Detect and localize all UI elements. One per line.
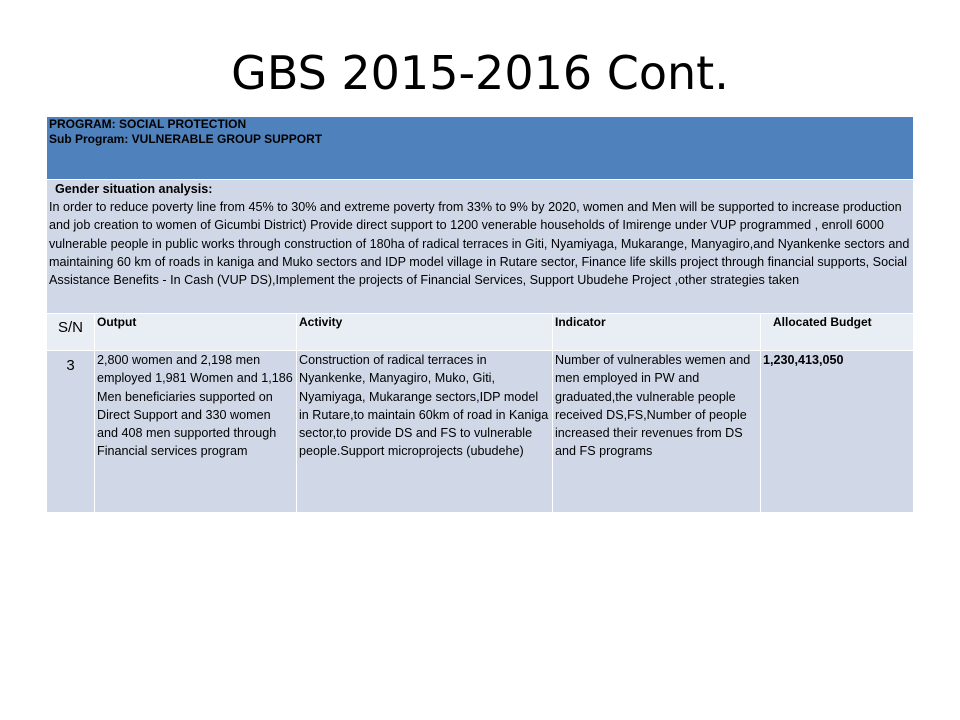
gender-analysis-row: [47, 180, 914, 314]
slide-title: GBS 2015-2016 Cont.: [231, 46, 729, 100]
gender-analysis-cell: [47, 180, 914, 314]
row-sn: 3: [47, 351, 95, 513]
program-row: [47, 117, 914, 180]
column-header-row: [47, 314, 914, 351]
row-allocated-budget: 1,230,413,050: [761, 351, 914, 513]
row-output: 2,800 women and 2,198 men employed 1,981 Women and 1,186 Men beneficiaries supported on Direct Support and 330 women and 408 men supported through Financial services program: [95, 351, 297, 513]
program-name: PROGRAM: SOCIAL PROTECTION: [49, 117, 247, 131]
sub-program-name: Sub Program: VULNERABLE GROUP SUPPORT: [49, 132, 323, 146]
program-cell: [47, 117, 914, 180]
table-row: [47, 351, 914, 513]
gender-analysis-heading: Gender situation analysis:: [55, 182, 213, 196]
header-allocated-budget: Allocated Budget: [761, 314, 914, 351]
gender-analysis-text: In order to reduce poverty line from 45% to 30% and extreme poverty from 33% to 9% by 2020, women and Men will be supported to increase production and job creation to women of Gicumbi District) Provide direct support to 1200 venerable households of Imirenge under VUP programmed , enroll 6000 vulnerable people in public works through construction of 180ha of radical terraces in Giti, Nyamiyaga, Mukarange, Manyagiro,and Nyankenke sectors and maintaining 60 km of roads in kaniga and Muko sectors and IDP model village in Rutare sector, Finance life skills project through financial supports, Social Assistance Benefits - In Cash (VUP DS),Implement the projects of Financial Services, Support Ubudehe Project ,other strategies taken: [49, 200, 910, 288]
header-output: Output: [95, 314, 297, 351]
row-indicator: Number of vulnerables wemen and men employed in PW and graduated,the vulnerable people received DS,FS,Number of people increased their revenues from DS and FS programs: [553, 351, 761, 513]
header-indicator: Indicator: [553, 314, 761, 351]
program-table: [46, 116, 914, 513]
header-sn: S/N: [47, 314, 95, 351]
header-activity: Activity: [297, 314, 553, 351]
row-activity: Construction of radical terraces in Nyankenke, Manyagiro, Muko, Giti, Nyamiyaga, Mukarange sectors,IDP model in Rutare,to maintain 60km of road in Kaniga sector,to provide DS and FS to vulnerable people.Support microprojects (ubudehe): [297, 351, 553, 513]
